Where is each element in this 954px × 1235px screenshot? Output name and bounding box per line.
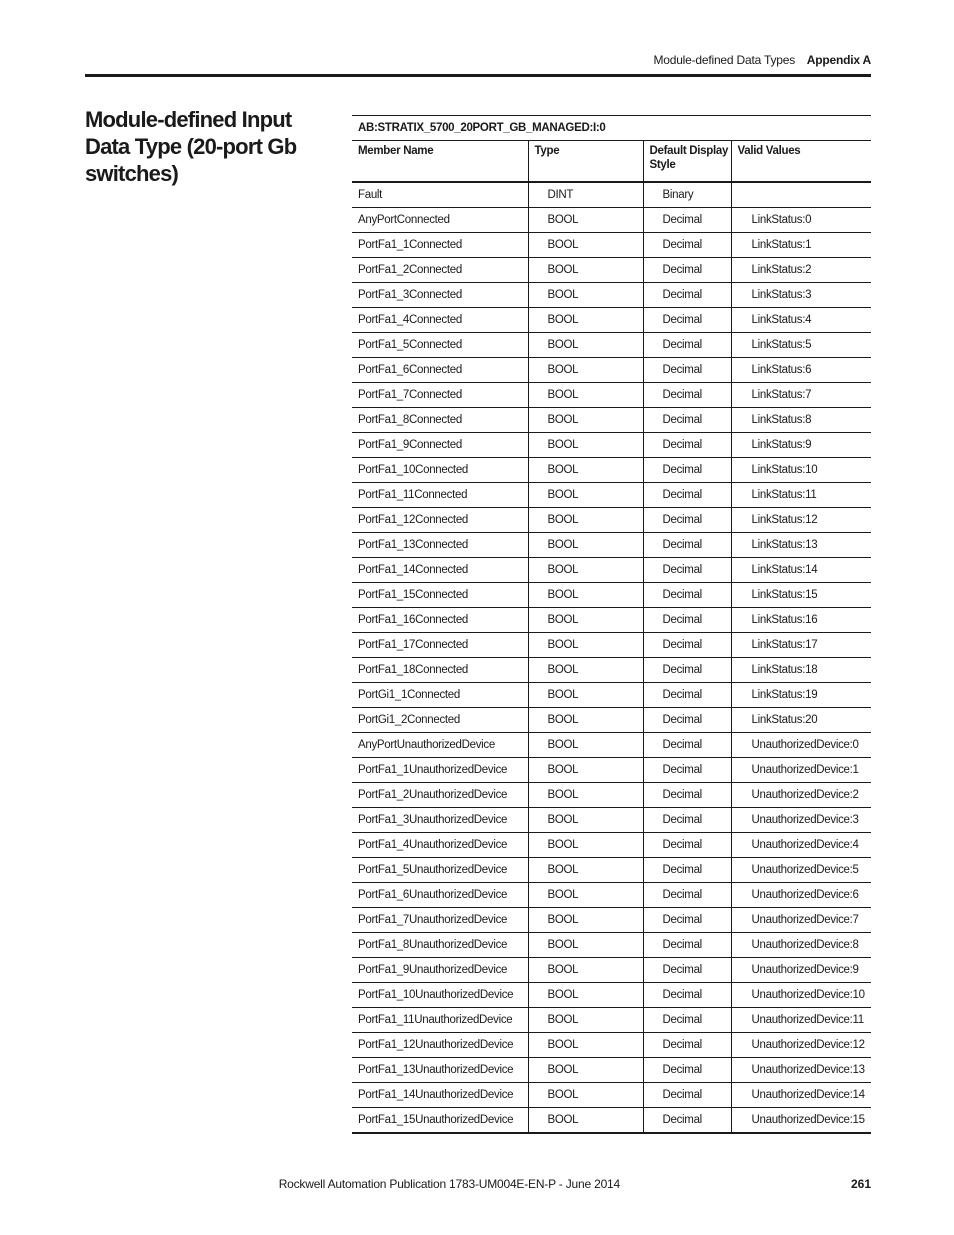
cell-valid-values: LinkStatus:15 <box>731 583 871 608</box>
cell-member-name: PortFa1_14UnauthorizedDevice <box>352 1083 528 1108</box>
cell-type: BOOL <box>528 808 643 833</box>
table-row <box>352 283 871 308</box>
cell-valid-values: LinkStatus:7 <box>731 383 871 408</box>
cell-default-display-style: Decimal <box>643 433 731 458</box>
table-row <box>352 783 871 808</box>
cell-type: BOOL <box>528 758 643 783</box>
cell-valid-values <box>731 182 871 208</box>
table-row <box>352 483 871 508</box>
cell-type: BOOL <box>528 1008 643 1033</box>
cell-member-name: PortFa1_13UnauthorizedDevice <box>352 1058 528 1083</box>
table-row <box>352 758 871 783</box>
cell-type: BOOL <box>528 708 643 733</box>
cell-valid-values: LinkStatus:0 <box>731 208 871 233</box>
cell-member-name: PortFa1_5Connected <box>352 333 528 358</box>
table-row <box>352 858 871 883</box>
cell-member-name: PortFa1_15Connected <box>352 583 528 608</box>
cell-valid-values: LinkStatus:4 <box>731 308 871 333</box>
cell-type: BOOL <box>528 783 643 808</box>
page-title: Module-defined Input Data Type (20-port Gb switches) <box>85 107 297 186</box>
cell-default-display-style: Decimal <box>643 958 731 983</box>
cell-type: BOOL <box>528 858 643 883</box>
cell-type: BOOL <box>528 583 643 608</box>
cell-member-name: PortFa1_8UnauthorizedDevice <box>352 933 528 958</box>
cell-type: BOOL <box>528 733 643 758</box>
cell-type: DINT <box>528 182 643 208</box>
cell-type: BOOL <box>528 1058 643 1083</box>
table-row <box>352 358 871 383</box>
cell-default-display-style: Decimal <box>643 533 731 558</box>
cell-default-display-style: Decimal <box>643 858 731 883</box>
cell-valid-values: UnauthorizedDevice:10 <box>731 983 871 1008</box>
cell-type: BOOL <box>528 683 643 708</box>
cell-type: BOOL <box>528 333 643 358</box>
cell-member-name: PortFa1_13Connected <box>352 533 528 558</box>
cell-type: BOOL <box>528 208 643 233</box>
cell-member-name: PortFa1_2UnauthorizedDevice <box>352 783 528 808</box>
cell-valid-values: LinkStatus:11 <box>731 483 871 508</box>
cell-member-name: PortFa1_18Connected <box>352 658 528 683</box>
table-row <box>352 1108 871 1134</box>
cell-default-display-style: Decimal <box>643 233 731 258</box>
table-row <box>352 733 871 758</box>
cell-member-name: PortFa1_1Connected <box>352 233 528 258</box>
cell-type: BOOL <box>528 383 643 408</box>
cell-default-display-style: Decimal <box>643 208 731 233</box>
cell-valid-values: UnauthorizedDevice:4 <box>731 833 871 858</box>
cell-member-name: PortFa1_4Connected <box>352 308 528 333</box>
header-section-title: Module-defined Data Types <box>653 53 795 67</box>
table-row <box>352 308 871 333</box>
cell-default-display-style: Decimal <box>643 1058 731 1083</box>
cell-default-display-style: Decimal <box>643 1083 731 1108</box>
table-row <box>352 833 871 858</box>
cell-default-display-style: Decimal <box>643 583 731 608</box>
table-row <box>352 608 871 633</box>
cell-member-name: PortFa1_10UnauthorizedDevice <box>352 983 528 1008</box>
cell-valid-values: UnauthorizedDevice:0 <box>731 733 871 758</box>
cell-default-display-style: Decimal <box>643 383 731 408</box>
cell-type: BOOL <box>528 283 643 308</box>
column-header-default-display-style: Default Display Style <box>643 141 731 183</box>
column-header-valid-values: Valid Values <box>731 141 871 183</box>
cell-type: BOOL <box>528 958 643 983</box>
cell-type: BOOL <box>528 408 643 433</box>
data-type-table <box>352 115 871 1134</box>
cell-type: BOOL <box>528 558 643 583</box>
cell-member-name: PortFa1_11Connected <box>352 483 528 508</box>
table-row <box>352 908 871 933</box>
cell-default-display-style: Decimal <box>643 558 731 583</box>
cell-valid-values: LinkStatus:9 <box>731 433 871 458</box>
cell-default-display-style: Binary <box>643 182 731 208</box>
header-rule <box>85 74 871 77</box>
cell-member-name: PortFa1_9Connected <box>352 433 528 458</box>
cell-type: BOOL <box>528 1033 643 1058</box>
cell-type: BOOL <box>528 433 643 458</box>
cell-valid-values: LinkStatus:3 <box>731 283 871 308</box>
cell-member-name: PortFa1_16Connected <box>352 608 528 633</box>
cell-member-name: PortFa1_3UnauthorizedDevice <box>352 808 528 833</box>
cell-valid-values: LinkStatus:18 <box>731 658 871 683</box>
cell-member-name: PortFa1_6UnauthorizedDevice <box>352 883 528 908</box>
cell-member-name: PortFa1_9UnauthorizedDevice <box>352 958 528 983</box>
table-row <box>352 208 871 233</box>
cell-default-display-style: Decimal <box>643 408 731 433</box>
table-row <box>352 933 871 958</box>
cell-member-name: PortFa1_3Connected <box>352 283 528 308</box>
table-row <box>352 633 871 658</box>
footer-page-number: 261 <box>850 1177 871 1191</box>
cell-type: BOOL <box>528 508 643 533</box>
cell-default-display-style: Decimal <box>643 608 731 633</box>
cell-valid-values: LinkStatus:20 <box>731 708 871 733</box>
cell-type: BOOL <box>528 608 643 633</box>
cell-valid-values: LinkStatus:1 <box>731 233 871 258</box>
cell-default-display-style: Decimal <box>643 1033 731 1058</box>
cell-valid-values: UnauthorizedDevice:5 <box>731 858 871 883</box>
table-row <box>352 558 871 583</box>
header-appendix-label: Appendix A <box>806 53 871 67</box>
cell-member-name: PortFa1_11UnauthorizedDevice <box>352 1008 528 1033</box>
cell-valid-values: UnauthorizedDevice:6 <box>731 883 871 908</box>
cell-type: BOOL <box>528 358 643 383</box>
cell-default-display-style: Decimal <box>643 758 731 783</box>
cell-valid-values: LinkStatus:13 <box>731 533 871 558</box>
cell-valid-values: UnauthorizedDevice:1 <box>731 758 871 783</box>
cell-valid-values: LinkStatus:10 <box>731 458 871 483</box>
cell-valid-values: UnauthorizedDevice:9 <box>731 958 871 983</box>
cell-member-name: PortFa1_6Connected <box>352 358 528 383</box>
cell-valid-values: UnauthorizedDevice:15 <box>731 1108 871 1134</box>
cell-default-display-style: Decimal <box>643 1008 731 1033</box>
table-title: AB:STRATIX_5700_20PORT_GB_MANAGED:I:0 <box>352 116 871 141</box>
table-row <box>352 883 871 908</box>
table-row <box>352 333 871 358</box>
cell-default-display-style: Decimal <box>643 283 731 308</box>
cell-valid-values: UnauthorizedDevice:8 <box>731 933 871 958</box>
table-row <box>352 683 871 708</box>
cell-type: BOOL <box>528 458 643 483</box>
cell-default-display-style: Decimal <box>643 1108 731 1134</box>
table-row <box>352 1058 871 1083</box>
table-row <box>352 533 871 558</box>
cell-type: BOOL <box>528 908 643 933</box>
cell-member-name: PortGi1_1Connected <box>352 683 528 708</box>
cell-default-display-style: Decimal <box>643 808 731 833</box>
cell-member-name: PortFa1_7Connected <box>352 383 528 408</box>
cell-valid-values: UnauthorizedDevice:13 <box>731 1058 871 1083</box>
cell-default-display-style: Decimal <box>643 658 731 683</box>
table-row <box>352 983 871 1008</box>
cell-member-name: PortFa1_4UnauthorizedDevice <box>352 833 528 858</box>
cell-member-name: PortFa1_17Connected <box>352 633 528 658</box>
table-row <box>352 458 871 483</box>
cell-member-name: PortFa1_2Connected <box>352 258 528 283</box>
cell-type: BOOL <box>528 883 643 908</box>
cell-member-name: PortFa1_7UnauthorizedDevice <box>352 908 528 933</box>
cell-member-name: PortGi1_2Connected <box>352 708 528 733</box>
cell-type: BOOL <box>528 658 643 683</box>
footer-publication: Rockwell Automation Publication 1783-UM004E-EN-P - June 2014 <box>278 1177 620 1191</box>
cell-member-name: Fault <box>352 182 528 208</box>
cell-default-display-style: Decimal <box>643 458 731 483</box>
cell-valid-values: LinkStatus:16 <box>731 608 871 633</box>
column-header-type: Type <box>528 141 643 183</box>
table-row <box>352 708 871 733</box>
cell-default-display-style: Decimal <box>643 258 731 283</box>
cell-valid-values: UnauthorizedDevice:14 <box>731 1083 871 1108</box>
cell-type: BOOL <box>528 258 643 283</box>
table-body <box>352 182 871 1133</box>
cell-valid-values: LinkStatus:8 <box>731 408 871 433</box>
table-row <box>352 1033 871 1058</box>
cell-valid-values: UnauthorizedDevice:7 <box>731 908 871 933</box>
table-row <box>352 383 871 408</box>
cell-default-display-style: Decimal <box>643 508 731 533</box>
cell-member-name: PortFa1_1UnauthorizedDevice <box>352 758 528 783</box>
table-row <box>352 433 871 458</box>
table-row <box>352 258 871 283</box>
cell-type: BOOL <box>528 233 643 258</box>
cell-valid-values: LinkStatus:2 <box>731 258 871 283</box>
cell-default-display-style: Decimal <box>643 733 731 758</box>
cell-default-display-style: Decimal <box>643 633 731 658</box>
cell-valid-values: LinkStatus:12 <box>731 508 871 533</box>
table-row <box>352 1008 871 1033</box>
cell-member-name: PortFa1_14Connected <box>352 558 528 583</box>
cell-type: BOOL <box>528 308 643 333</box>
table-row <box>352 233 871 258</box>
cell-member-name: PortFa1_12Connected <box>352 508 528 533</box>
cell-valid-values: LinkStatus:14 <box>731 558 871 583</box>
cell-valid-values: LinkStatus:17 <box>731 633 871 658</box>
cell-type: BOOL <box>528 533 643 558</box>
cell-valid-values: UnauthorizedDevice:12 <box>731 1033 871 1058</box>
cell-valid-values: LinkStatus:5 <box>731 333 871 358</box>
cell-default-display-style: Decimal <box>643 983 731 1008</box>
cell-member-name: PortFa1_12UnauthorizedDevice <box>352 1033 528 1058</box>
cell-member-name: PortFa1_5UnauthorizedDevice <box>352 858 528 883</box>
cell-valid-values: UnauthorizedDevice:11 <box>731 1008 871 1033</box>
cell-default-display-style: Decimal <box>643 308 731 333</box>
cell-default-display-style: Decimal <box>643 933 731 958</box>
cell-type: BOOL <box>528 1108 643 1134</box>
cell-member-name: PortFa1_8Connected <box>352 408 528 433</box>
table-row <box>352 1083 871 1108</box>
cell-member-name: AnyPortConnected <box>352 208 528 233</box>
cell-valid-values: UnauthorizedDevice:2 <box>731 783 871 808</box>
cell-default-display-style: Decimal <box>643 708 731 733</box>
cell-type: BOOL <box>528 483 643 508</box>
cell-member-name: PortFa1_15UnauthorizedDevice <box>352 1108 528 1134</box>
table-row <box>352 958 871 983</box>
table-row <box>352 658 871 683</box>
cell-default-display-style: Decimal <box>643 333 731 358</box>
table-row <box>352 182 871 208</box>
table-row <box>352 408 871 433</box>
cell-default-display-style: Decimal <box>643 683 731 708</box>
cell-type: BOOL <box>528 983 643 1008</box>
table-row <box>352 808 871 833</box>
cell-type: BOOL <box>528 933 643 958</box>
column-header-member-name: Member Name <box>352 141 528 183</box>
cell-default-display-style: Decimal <box>643 783 731 808</box>
cell-default-display-style: Decimal <box>643 883 731 908</box>
cell-valid-values: LinkStatus:6 <box>731 358 871 383</box>
table-row <box>352 583 871 608</box>
cell-member-name: PortFa1_10Connected <box>352 458 528 483</box>
cell-default-display-style: Decimal <box>643 908 731 933</box>
cell-default-display-style: Decimal <box>643 483 731 508</box>
cell-valid-values: UnauthorizedDevice:3 <box>731 808 871 833</box>
cell-default-display-style: Decimal <box>643 358 731 383</box>
cell-member-name: AnyPortUnauthorizedDevice <box>352 733 528 758</box>
cell-valid-values: LinkStatus:19 <box>731 683 871 708</box>
table-row <box>352 508 871 533</box>
cell-type: BOOL <box>528 1083 643 1108</box>
cell-type: BOOL <box>528 633 643 658</box>
cell-default-display-style: Decimal <box>643 833 731 858</box>
cell-type: BOOL <box>528 833 643 858</box>
